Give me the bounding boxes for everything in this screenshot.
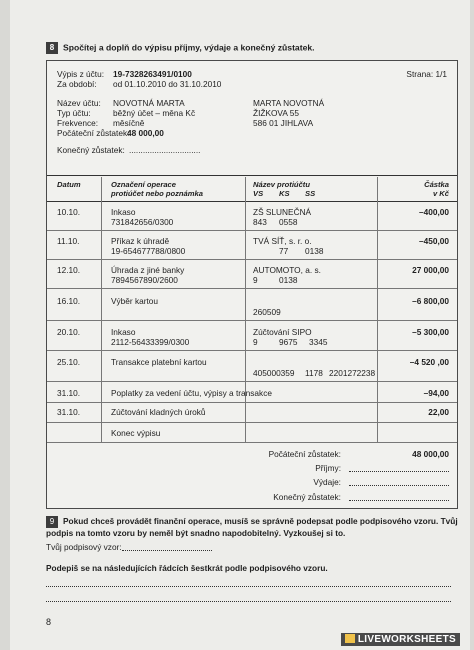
- row-divider: [47, 320, 457, 321]
- signature-sample-field[interactable]: [122, 542, 212, 551]
- row-date: 25.10.: [57, 357, 81, 367]
- row-operation: Zúčtování kladných úroků: [111, 407, 206, 417]
- row-amount: 22,00: [428, 407, 449, 417]
- row-ks: 0138: [305, 246, 324, 256]
- row-operation: Inkaso: [111, 327, 136, 337]
- row-amount: 27 000,00: [412, 265, 449, 275]
- summary-opening-value: 48 000,00: [412, 449, 449, 459]
- address-line-3: 586 01 JIHLAVA: [253, 118, 314, 128]
- statement-end-label: Konec výpisu: [111, 428, 161, 438]
- summary-income-label: Příjmy:: [315, 463, 341, 473]
- bank-statement: [46, 60, 458, 509]
- period-label: Za období:: [57, 79, 97, 89]
- row-amount: –5 300,00: [412, 327, 449, 337]
- task-number-badge: 9: [46, 516, 58, 528]
- header-counter-account: Název protiúčtu: [253, 180, 310, 189]
- row-ks: 9675: [279, 337, 298, 347]
- row-note: 731842656/0300: [111, 217, 174, 227]
- row-divider: [47, 288, 457, 289]
- row-vs: 9: [253, 275, 258, 285]
- row-divider: [47, 230, 457, 231]
- address-line-2: ŽIŽKOVA 55: [253, 108, 299, 118]
- task-number-badge: 8: [46, 42, 58, 54]
- row-vs: 405000359: [253, 368, 295, 378]
- final-balance-dots: ...............................: [129, 145, 201, 155]
- frequency-label: Frekvence:: [57, 118, 99, 128]
- account-type-value: běžný účet – měna Kč: [113, 108, 196, 118]
- row-date: 20.10.: [57, 327, 81, 337]
- row-note: 2112-56433399/0300: [111, 337, 190, 347]
- summary-expense-label: Výdaje:: [313, 477, 341, 487]
- page-number: 8: [46, 617, 52, 627]
- row-operation: Příkaz k úhradě: [111, 236, 170, 246]
- row-ks: 0138: [279, 275, 298, 285]
- row-date: 10.10.: [57, 207, 81, 217]
- header-ss: SS: [305, 189, 316, 198]
- row-date: 31.10.: [57, 407, 81, 417]
- summary-final-label: Konečný zůstatek:: [273, 492, 341, 502]
- row-counter-name: ZŠ SLUNEČNÁ: [253, 207, 312, 217]
- row-divider: [47, 259, 457, 260]
- worksheet-page: [10, 0, 470, 650]
- table-header-rule: [47, 201, 457, 202]
- row-divider: [47, 381, 457, 382]
- row-ss: 3345: [309, 337, 328, 347]
- signature-line[interactable]: [46, 600, 451, 602]
- row-amount: –94,00: [423, 388, 449, 398]
- row-note: 7894567890/2600: [111, 275, 178, 285]
- summary-opening-label: Počáteční zůstatek:: [268, 449, 341, 459]
- row-divider: [47, 442, 457, 443]
- row-divider: [47, 422, 457, 423]
- liveworksheets-logo-icon: [345, 634, 355, 643]
- liveworksheets-watermark: [341, 633, 460, 646]
- period-value: od 01.10.2010 do 31.10.2010: [113, 79, 222, 89]
- address-line-1: MARTA NOVOTNÁ: [253, 98, 325, 108]
- final-balance-label: Konečný zůstatek:: [57, 145, 125, 155]
- row-vs: 260509: [253, 307, 281, 317]
- row-note: 19-654677788/0800: [111, 246, 186, 256]
- signature-sample-label: Tvůj podpisový vzor:: [46, 542, 122, 552]
- row-date: 11.10.: [57, 236, 80, 246]
- watermark-text: LIVEWORKSHEETS: [357, 634, 456, 645]
- header-ks: KS: [279, 189, 290, 198]
- row-amount: –400,00: [419, 207, 449, 217]
- row-vs: 843: [253, 217, 267, 227]
- row-operation: Inkaso: [111, 207, 136, 217]
- account-name-label: Název účtu:: [57, 98, 101, 108]
- account-number: 19-7328263491/0100: [113, 69, 192, 79]
- row-counter-name: Zúčtování SIPO: [253, 327, 312, 337]
- row-amount: –6 800,00: [412, 296, 449, 306]
- task-9-instruction: Pokud chceš provádět finanční operace, musíš se správně podepsat podle podpisového vzoru. Tvůj podpis na tomto vzoru by neměl být snadno napodobitelný. Vyzkoušej si to.: [46, 516, 458, 538]
- row-date: 16.10.: [57, 296, 81, 306]
- page-indicator: Strana: 1/1: [406, 69, 447, 79]
- frequency-value: měsíčně: [113, 118, 145, 128]
- row-operation: Poplatky za vedení účtu, výpisy a transakce: [111, 388, 272, 398]
- row-ks: 0558: [279, 217, 298, 227]
- row-vs: 77: [279, 246, 289, 256]
- opening-balance-label: Počáteční zůstatek:: [57, 128, 130, 138]
- header-operation-sub: protiúčet nebo poznámka: [111, 189, 203, 198]
- row-operation: Transakce platební kartou: [111, 357, 207, 367]
- table-top-rule: [47, 175, 457, 176]
- row-operation: Úhrada z jiné banky: [111, 265, 185, 275]
- row-ss: 2201272238: [329, 368, 376, 378]
- row-date: 31.10.: [57, 388, 81, 398]
- row-operation: Výběr kartou: [111, 296, 159, 306]
- final-balance-answer-field[interactable]: [349, 492, 449, 501]
- header-operation: Označení operace: [111, 180, 176, 189]
- row-ks: 1178: [305, 368, 323, 378]
- task-8-instruction: Spočítej a doplň do výpisu příjmy, výdaje a konečný zůstatek.: [63, 42, 315, 53]
- signature-repeat-instruction: Podepiš se na následujících řádcích šestkrát podle podpisového vzoru.: [46, 563, 328, 573]
- row-vs: 9: [253, 337, 258, 347]
- row-divider: [47, 402, 457, 403]
- header-amount: Částka: [424, 180, 449, 189]
- row-date: 12.10.: [57, 265, 81, 275]
- row-amount: –4 520 ,00: [409, 357, 449, 367]
- row-amount: –450,00: [419, 236, 449, 246]
- row-divider: [47, 350, 457, 351]
- signature-line[interactable]: [46, 585, 451, 587]
- account-label: Výpis z účtu:: [57, 69, 105, 79]
- expense-answer-field[interactable]: [349, 477, 449, 486]
- task-9: [46, 516, 466, 539]
- row-counter-name: TVÁ SÍŤ, s. r. o.: [253, 236, 312, 246]
- row-counter-name: AUTOMOTO, a. s.: [253, 265, 321, 275]
- income-answer-field[interactable]: [349, 463, 449, 472]
- header-date: Datum: [57, 180, 81, 189]
- header-amount-sub: v Kč: [432, 189, 449, 198]
- account-type-label: Typ účtu:: [57, 108, 91, 118]
- task-8-heading: [46, 42, 315, 54]
- opening-balance-value: 48 000,00: [127, 128, 164, 138]
- header-vs: VS: [253, 189, 264, 198]
- account-name-value: NOVOTNÁ MARTA: [113, 98, 185, 108]
